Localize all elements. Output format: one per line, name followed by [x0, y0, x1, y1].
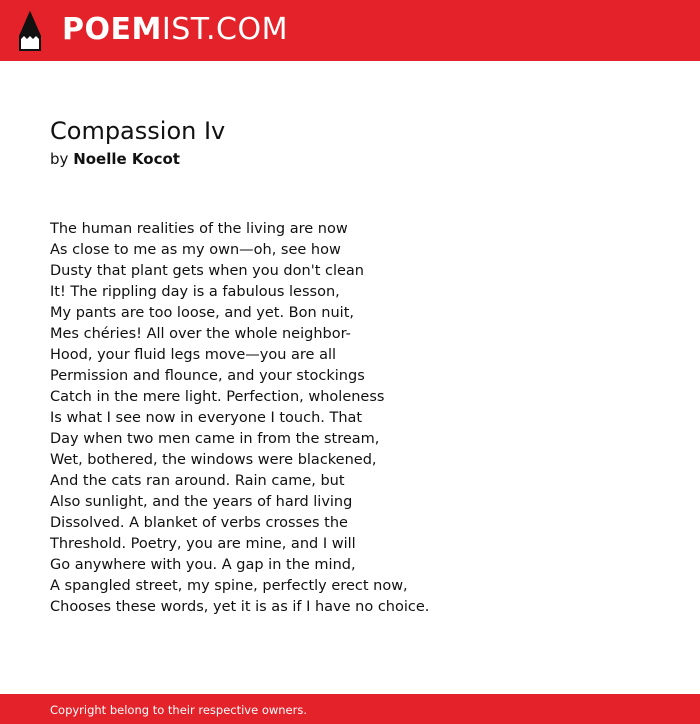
poem-line: Also sunlight, and the years of hard living	[50, 494, 353, 510]
poem-line: Wet, bothered, the windows were blackened,	[50, 452, 377, 468]
poem-line: The human realities of the living are now	[50, 221, 348, 237]
poem-line: Permission and flounce, and your stockings	[50, 368, 365, 384]
brand-light: IST.COM	[161, 12, 288, 47]
copyright-notice: Copyright belong to their respective owners.	[50, 703, 308, 717]
poem-line: Dissolved. A blanket of verbs crosses the	[50, 515, 348, 531]
poem-line: A spangled street, my spine, perfectly erect now,	[50, 578, 408, 594]
pencil-tip-icon[interactable]	[18, 10, 42, 52]
site-logo-text[interactable]	[62, 13, 288, 47]
poem-line: Day when two men came in from the stream,	[50, 431, 380, 447]
by-label: by	[50, 150, 69, 168]
poem-line: It! The rippling day is a fabulous lesson,	[50, 284, 340, 300]
poem-line: Hood, your fluid legs move—you are all	[50, 347, 337, 363]
poem-body	[50, 219, 429, 618]
poem-line: My pants are too loose, and yet. Bon nuit,	[50, 305, 355, 321]
poem-line: Threshold. Poetry, you are mine, and I will	[50, 536, 356, 552]
poem-line: As close to me as my own—oh, see how	[50, 242, 341, 258]
site-footer	[0, 694, 700, 724]
poem-line: Dusty that plant gets when you don't clean	[50, 263, 364, 279]
brand-bold: POEM	[62, 12, 162, 47]
poem-title: Compassion Iv	[50, 117, 226, 145]
poem-line: And the cats ran around. Rain came, but	[50, 473, 345, 489]
author-name: Noelle Kocot	[73, 150, 180, 168]
byline	[50, 149, 180, 169]
poem-line: Mes chéries! All over the whole neighbor-	[50, 326, 351, 342]
poem-line: Go anywhere with you. A gap in the mind,	[50, 557, 356, 573]
poem-line: Catch in the mere light. Perfection, wholeness	[50, 389, 385, 405]
poem-line: Is what I see now in everyone I touch. That	[50, 410, 363, 426]
poem-line: Chooses these words, yet it is as if I have no choice.	[50, 599, 430, 615]
site-header	[0, 0, 700, 61]
